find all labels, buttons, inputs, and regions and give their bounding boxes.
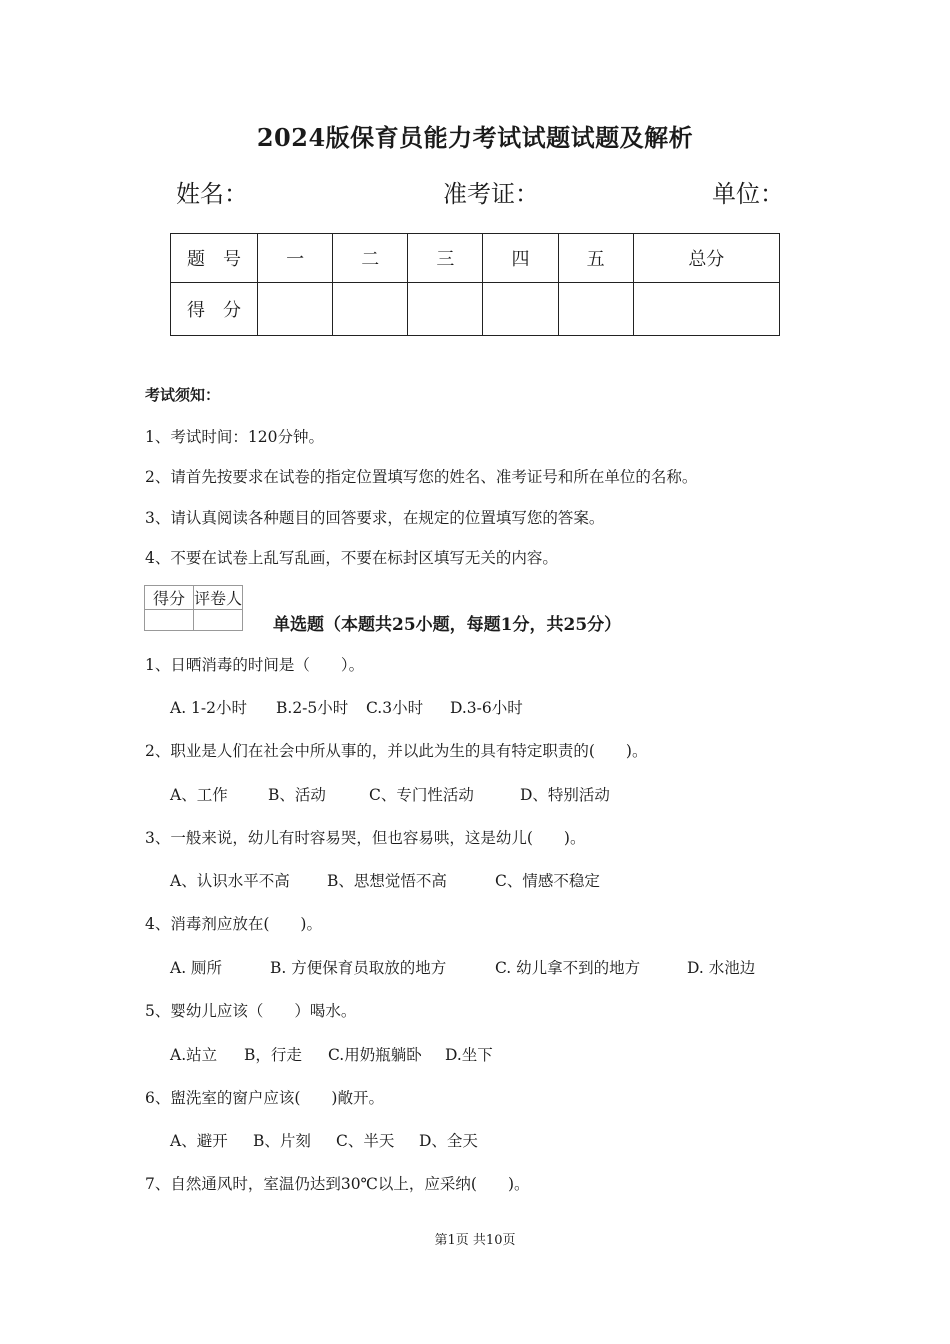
question-stem: 4、消毒剂应放在( )。 [145,915,322,933]
grader-score-label: 得分 [145,586,194,610]
option: B、片刻 [253,1132,311,1150]
notice-item: 1、考试时间：120分钟。 [145,428,324,446]
option: D、特别活动 [520,786,610,804]
score-table-col-1: 一 [258,234,333,283]
option: B，行走 [244,1046,302,1064]
question-options [170,783,610,805]
score-table-score-label: 得 分 [171,283,258,336]
score-table-col-5: 五 [558,234,633,283]
notice-heading: 考试须知： [145,386,221,404]
option: D. 水池边 [687,959,756,977]
question-options [170,869,600,891]
question-stem: 6、盥洗室的窗户应该( )敞开。 [145,1089,384,1107]
option: B.2-5小时 [276,699,349,717]
score-table-header-row [171,234,780,283]
option: B、思想觉悟不高 [327,872,447,890]
option: A、工作 [170,786,228,804]
question-stem: 1、日晒消毒的时间是（ ）。 [145,656,365,674]
page-footer: 第1页 共10页 [434,1233,516,1248]
option: A. 厕所 [170,959,223,977]
option: C、专门性活动 [369,786,474,804]
score-table-header-label: 题 号 [171,234,258,283]
unit-label: 单位： [712,180,784,208]
grader-reviewer-cell [194,610,243,631]
notice-item: 3、请认真阅读各种题目的回答要求，在规定的位置填写您的答案。 [145,509,605,527]
score-table-col-4: 四 [483,234,558,283]
score-cell [483,283,558,336]
score-cell [558,283,633,336]
option: D.3-6小时 [450,699,523,717]
question-stem: 2、职业是人们在社会中所从事的，并以此为生的具有特定职责的( )。 [145,742,648,760]
grader-reviewer-label: 评卷人 [194,586,243,610]
score-cell [408,283,483,336]
score-table [170,233,780,336]
option: B. 方便保育员取放的地方 [270,959,447,977]
score-table-col-3: 三 [408,234,483,283]
score-table-score-row [171,283,780,336]
notice-item: 2、请首先按要求在试卷的指定位置填写您的姓名、准考证号和所在单位的名称。 [145,468,698,486]
grader-score-cell [145,610,194,631]
question-stem: 7、自然通风时，室温仍达到30℃以上，应采纳( )。 [145,1175,530,1193]
option: C.3小时 [366,699,424,717]
score-cell [333,283,408,336]
option: C、半天 [336,1132,395,1150]
question-options [170,1043,493,1065]
option: D.坐下 [445,1046,493,1064]
option: D、全天 [419,1132,478,1150]
score-cell [258,283,333,336]
score-table-col-total: 总分 [633,234,779,283]
option: C.用奶瓶躺卧 [328,1046,422,1064]
option: A.站立 [170,1046,218,1064]
score-table-col-2: 二 [333,234,408,283]
exam-number-label: 准考证： [443,180,539,208]
option: C. 幼儿拿不到的地方 [495,959,641,977]
option: A. 1-2小时 [170,699,248,717]
option: A、认识水平不高 [170,872,290,890]
question-options [170,696,523,718]
name-label: 姓名： [176,180,248,208]
section-title: 单选题（本题共25小题，每题1分，共25分） [273,615,622,635]
question-options [170,956,755,978]
option: A、避开 [170,1132,228,1150]
score-cell [633,283,779,336]
question-stem: 5、婴幼儿应该（ ）喝水。 [145,1002,357,1020]
page-title: 2024版保育员能力考试试题试题及解析 [256,123,694,152]
grader-box [144,585,243,631]
option: C、情感不稳定 [495,872,600,890]
question-options [170,1129,478,1151]
notice-item: 4、不要在试卷上乱写乱画，不要在标封区填写无关的内容。 [145,549,558,567]
question-stem: 3、一般来说，幼儿有时容易哭，但也容易哄，这是幼儿( )。 [145,829,586,847]
option: B、活动 [268,786,326,804]
